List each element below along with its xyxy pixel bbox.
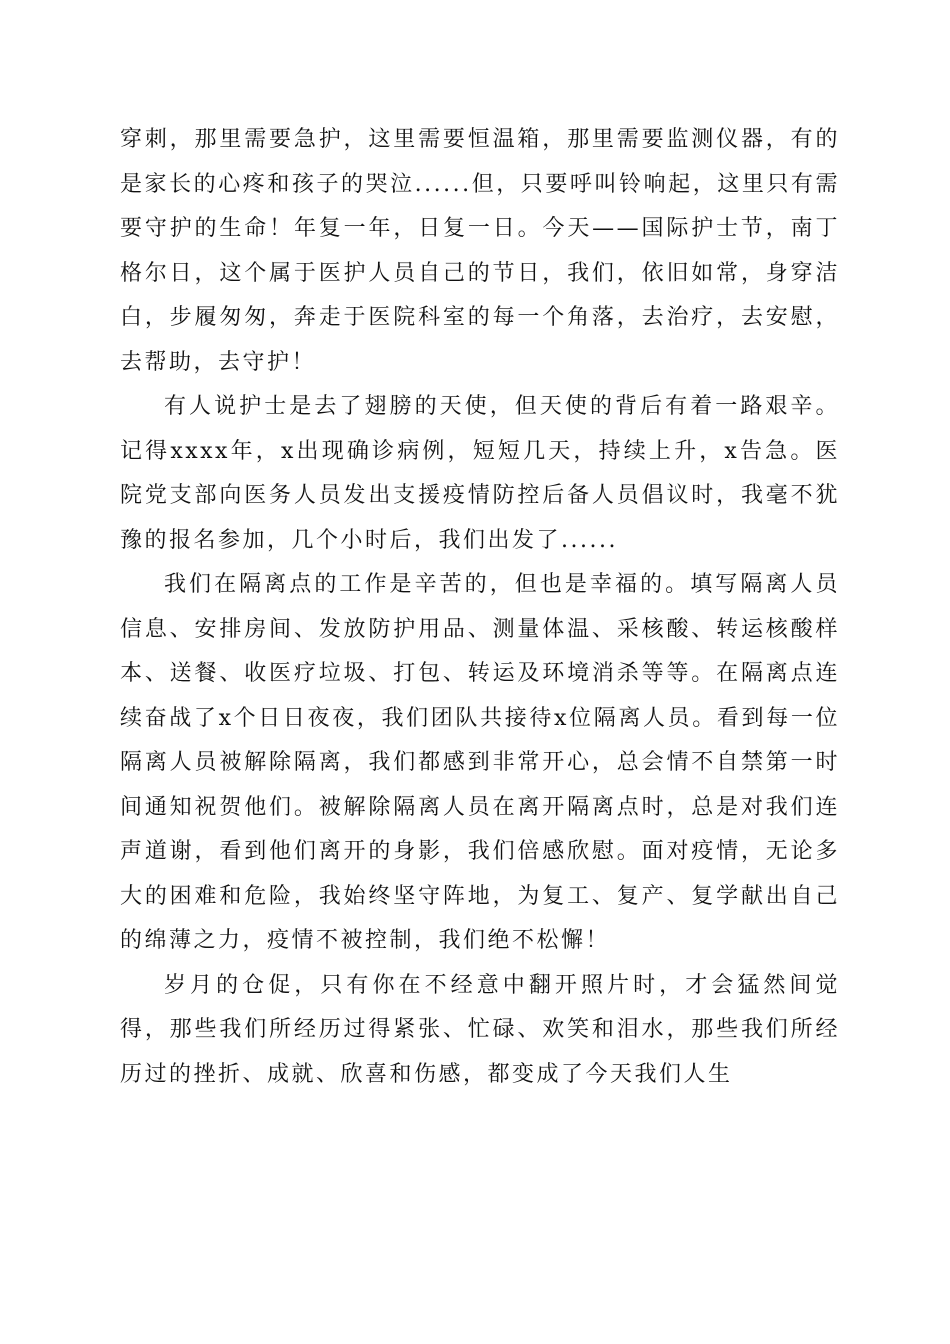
paragraph-3: 我们在隔离点的工作是辛苦的，但也是幸福的。填写隔离人员信息、安排房间、发放防护用品、测量体温、采核酸、转运核酸样本、送餐、收医疗垃圾、打包、转运及环境消杀等等。在隔离点连续奋战了x个日日夜夜，我们团队共接待x位隔离人员。看到每一位隔离人员被解除隔离，我们都感到非常开心，总会情不自禁第一时间通知祝贺他们。被解除隔离人员在离开隔离点时，总是对我们连声道谢，看到他们离开的身影，我们倍感欣慰。面对疫情，无论多大的困难和危险，我始终坚守阵地，为复工、复产、复学献出自己的绵薄之力，疫情不被控制，我们绝不松懈！ [120, 572, 840, 953]
paragraph-4: 岁月的仓促，只有你在不经意中翻开照片时，才会猛然间觉得，那些我们所经历过得紧张、忙碌、欢笑和泪水，那些我们所经历过的挫折、成就、欣喜和伤感，都变成了今天我们人生 [120, 972, 840, 1087]
paragraph-1: 穿刺，那里需要急护，这里需要恒温箱，那里需要监测仪器，有的是家长的心疼和孩子的哭泣......但，只要呼叫铃响起，这里只有需要守护的生命！年复一年，日复一日。今天——国际护士节，南丁格尔日，这个属于医护人员自己的节日，我们，依旧如常，身穿洁白，步履匆匆，奔走于医院科室的每一个角落，去治疗，去安慰，去帮助，去守护！ [120, 127, 840, 375]
paragraph-2: 有人说护士是去了翅膀的天使，但天使的背后有着一路艰辛。记得xxxx年，x出现确诊病例，短短几天，持续上升，x告急。医院党支部向医务人员发出支援疫情防控后备人员倡议时，我毫不犹豫的报名参加，几个小时后，我们出发了...... [120, 394, 840, 553]
document-body [120, 118, 840, 1097]
